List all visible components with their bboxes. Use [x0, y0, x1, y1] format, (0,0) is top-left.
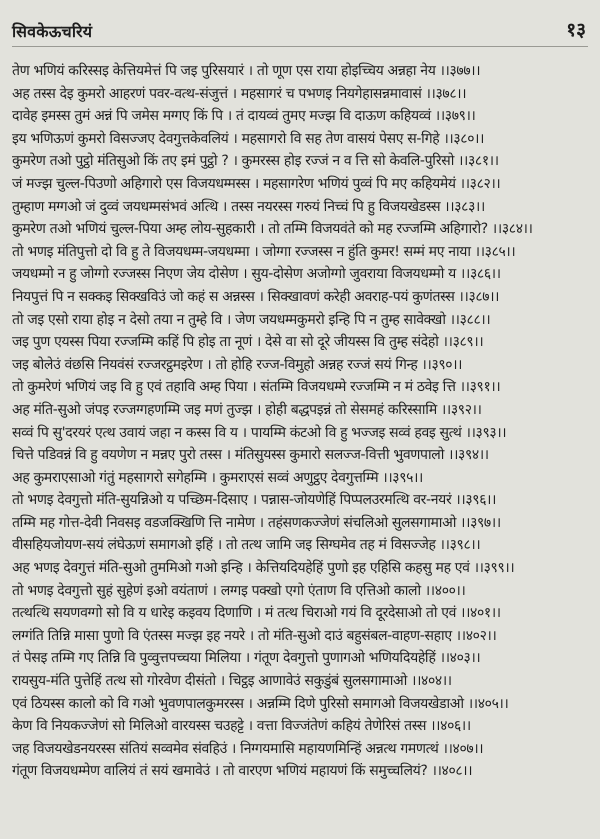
- verse-line: जह विजयखेडनयरस्स संतियं सव्वमेव संवहिउं । निग्गयमासि महायणमिन्हिं अन्नत्थ गमणत्थं ।।४०७।।: [12, 740, 484, 757]
- verse-line: चित्ते पडिवन्नं वि हु वयणेण न मन्नए पुरो तस्स । मंतिसुयस्स कुमारो सलज्ज-वित्ती भुवणपालो ।।३९४।।: [12, 447, 489, 464]
- verse-line: केण वि नियकज्जेणं सो मिलिओ वारयस्स चउहट्टे । वत्ता विज्जंतेणं कहियं तेणेरिसं तस्स ।।४०६।।: [12, 718, 471, 735]
- verse-line: इय भणिऊणं कुमरो विसज्जए देवगुत्तकेवलियं । महसागरो वि सह तेण वासयं पेसए स-गिहे ।।३८०।।: [12, 130, 485, 147]
- verse-line: अह भणइ देवगुत्तं मंति-सुओ तुममिओ गओ इन्हि । केत्तियदियहेहिं पुणो इह एहिसि कहसु मह एवं ।।३९९।।: [12, 560, 515, 577]
- verse-line: जइ बोलेउं वंछसि नियवंसं रज्जरट्ठमइरेण । तो होहि रज्ज-विमुहो अन्नह रज्जं सयं गिन्ह ।।३९०।।: [12, 356, 463, 373]
- verse-list: [12, 60, 590, 783]
- verse-line: लग्गंति तिन्नि मासा पुणो वि एंतस्स मज्झ इह नयरे । तो मंति-सुओ दाउं बहुसंबल-वाहण-सहाए ।।४०२।।: [12, 627, 497, 644]
- verse-line: तो कुमरेणं भणियं जइ वि हु एवं तहावि अम्ह पिया । संतम्मि विजयधम्मे रज्जम्मि न मं ठवेइ त्ति ।।३९१।।: [12, 379, 501, 396]
- verse-line: जयधम्मो न हु जोग्गो रज्जस्स निएण जेय दोसेण । सुय-दोसेण अजोग्गो जुवराया विजयधम्मो य ।।३८६।।: [12, 266, 501, 283]
- verse-line: तो भणइ देवगुत्तो मंति-सुयन्निओ य पच्छिम-दिसाए । पन्नास-जोयणेहिं पिप्पलउरमत्थि वर-नयरं ।।३९६।।: [12, 492, 497, 509]
- verse-line: तम्मि मह गोत्त-देवी निवसइ वडजक्खिणि त्ति नामेण । तहंसणकज्जेणं संचलिओ सुलसगामाओ ।।३९७।।: [12, 514, 501, 531]
- verse-line: जइ पुण एयस्स पिया रज्जम्मि कहिं पि होइ ता नूणं । देसे वा सो दूरे जीयस्स वि तुम्ह संदेहो ।।३८९।।: [12, 334, 484, 351]
- verse-line: जं मज्झ चुल्ल-पिउणो अहिगारो एस विजयधम्मस्स । महसागरेण भणियं पुव्वं पि मए कहियमेयं ।।३८२।।: [12, 175, 501, 192]
- page-number: १३: [566, 19, 586, 41]
- verse-line: रायसुय-मंति पुत्तेहिं तत्थ सो गोरवेण दीसंतो । चिट्ठइ आणावेउं सकुडुंबं सुलसगामाओ ।।४०४।।: [12, 673, 452, 690]
- verse-line: तो भणइ देवगुत्तो सुहं सुहेणं इओ वयंताणं । लग्गइ पक्खो एगो एंताण वि एत्तिओ कालो ।।४००।।: [12, 582, 466, 599]
- verse-line: एवं ठियस्स कालो को वि गओ भुवणपालकुमरस्स । अन्नम्मि दिणे पुरिसो समागओ विजयखेडाओ ।।४०५।।: [12, 695, 509, 712]
- verse-line: वीसहियजोयण-सयं लंघेऊणं समागओ इहिं । तो तत्थ जामि जइ सिग्घमेव तह मं विसज्जेह ।।३९८।।: [12, 537, 481, 554]
- verse-line: कुमरेण तओ भणियं चुल्ल-पिया अम्ह लोय-सुहकारी । तो तम्मि विजयवंते को मह रज्जम्मि अहिगारो? ।।३८४।।: [12, 221, 533, 238]
- verse-line: तेण भणियं करिस्सइ केत्तियमेत्तं पि जइ पुरिसयारं । तो णूण एस राया होइच्चिय अन्नहा नेय ।।३७७।।: [12, 63, 481, 79]
- verse-line: तो जइ एसो राया होइ न देसो तया न तुम्हे वि । जेण जयधम्मकुमरो इन्हि पि न तुम्ह सावेक्खो ।।३८८।।: [12, 311, 491, 328]
- verse-line: गंतूण विजयधम्मेण वालियं तं सयं खमावेउं । तो वारएण भणियं महायणं किं समुच्चलियं? ।।४०८।।: [12, 763, 473, 780]
- verse-line: तो भणइ मंतिपुत्तो दो वि हु ते विजयधम्म-जयधम्मा । जोग्गा रज्जस्स न हुंति कुमर! सम्मं मए नाया ।।३८५।।: [12, 243, 516, 260]
- verse-line: तुम्हाण मग्गओ जं दुव्वं जयधम्मसंभवं अत्थि । तस्स नयरस्स गरुयं निच्चं पि हु विजयखेडस्स ।।३८३।।: [12, 198, 485, 215]
- verse-line: नियपुत्तं पि न सक्कइ सिक्खविउं जो कहं स अन्नस्स । सिक्खावणं करेही अवराह-पयं कुणंतस्स ।।३८७।।: [12, 288, 500, 305]
- verse-line: सव्वं पि सु'दरयरं एत्थ उवायं जहा न कस्स वि य । पायम्मि कंटओ वि हु भज्जइ सव्वं हवइ सुत्थं ।।३९३।।: [12, 424, 507, 441]
- running-title: सिवकेऊचरियं: [12, 22, 93, 41]
- verse-line: तत्थत्थि सयणवग्गो सो वि य धारेइ कइवय दिणाणि । मं तत्थ चिराओ गयं वि दूरदेसाओ तो एवं ।।४०१।।: [12, 605, 501, 622]
- verse-line: कुमरेण तओ पुट्ठो मंतिसुओ किं तए इमं पुट्ठो ? । कुमरस्स होइ रज्जं न व त्ति सो केवलि-पुरिसो ।।३८१।।: [12, 153, 499, 170]
- page-header: [12, 6, 588, 47]
- verse-line: दावेह इमस्स तुमं अन्नं पि जमेस मग्गए किं पि । तं दायव्वं तुमए मज्झ वि दाऊण कहियव्वं ।।३७९।।: [12, 108, 476, 125]
- verse-line: अह मंति-सुओ जंपइ रज्जग्गहणम्मि जइ मणं तुज्झ । होही बद्धपइन्नं तो सेसमहं करिस्सामि ।।३९२।।: [12, 401, 482, 418]
- verse-line: अह तस्स देइ कुमरो आहरणं पवर-वत्थ-संजुत्तं । महसागरं च पभणइ नियगेहासन्नमावासं ।।३७८।।: [12, 85, 467, 102]
- verse-line: तं पेसइ तम्मि गए तिन्नि वि पुव्वुत्तपच्चया मिलिया । गंतूण देवगुत्तो पुणागओ भणियदियहेहिं ।।४०३।।: [12, 650, 481, 667]
- verse-line: अह कुमराएसाओ गंतुं महसागरो सगेहम्मि । कुमराएसं सव्वं अणुट्ठए देवगुत्तम्मि ।।३९५।।: [12, 469, 423, 486]
